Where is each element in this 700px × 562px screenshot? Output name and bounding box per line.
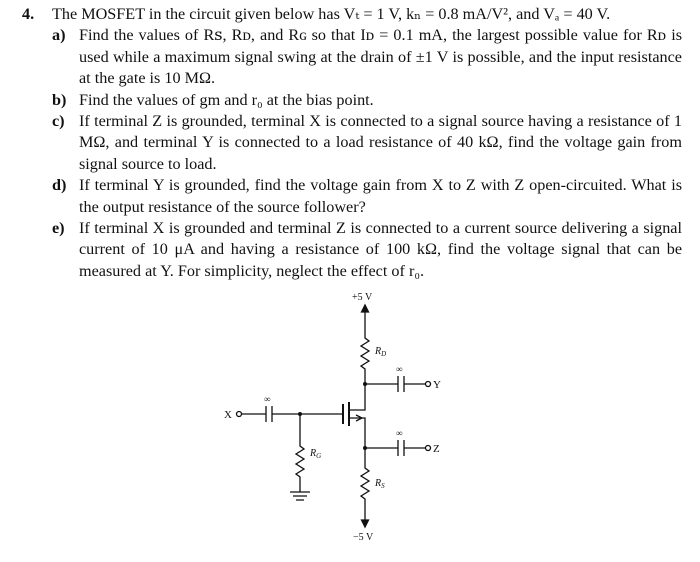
vss-arrow <box>362 520 369 527</box>
rs-label: $R_S$ <box>375 478 385 490</box>
terminal-z-label: Z <box>433 443 440 455</box>
cap-z <box>398 440 404 456</box>
vss-label: −5 V <box>353 532 374 543</box>
rd-resistor <box>361 333 369 384</box>
source-junction <box>363 446 367 450</box>
source-lead <box>349 418 365 448</box>
cap-y-infinity: ∞ <box>396 364 403 374</box>
part-label: e) <box>52 219 65 238</box>
terminal-y-label: Y <box>433 379 441 391</box>
part-label: a) <box>52 26 66 45</box>
part-label: c) <box>52 112 65 131</box>
gate-junction <box>298 412 302 416</box>
vdd-label: +5 V <box>352 292 373 303</box>
rg-label: $R_G$ <box>310 448 322 460</box>
part-label: b) <box>52 90 67 109</box>
part-text: Find the values of Rꜱ, Rᴅ, and Rɢ so that Iᴅ = 0.1 mA, the largest possible value for Rᴅ is used while a maximum signal swing at the drain of ±1 V is possible, and the input resistance at the gate is 10 MΩ. <box>79 26 682 88</box>
terminal-y-node <box>426 382 431 387</box>
rg-resistor <box>296 414 304 492</box>
drain-junction <box>363 382 367 386</box>
drain-lead <box>349 384 365 410</box>
part-label: d) <box>52 176 67 195</box>
rd-label: $R_D$ <box>375 346 387 358</box>
stem-text: The MOSFET in the circuit given below has Vₜ = 1 V, kₙ = 0.8 mA/V², and Vₐ = 40 V. <box>52 5 611 23</box>
ground-symbol <box>290 492 310 500</box>
rs-resistor <box>361 448 369 527</box>
part-text: If terminal Y is grounded, find the voltage gain from X to Z with Z open-circuited. What is the output resistance of the source follower? <box>79 176 682 216</box>
terminal-x-label: X <box>224 409 232 421</box>
terminal-x-node <box>237 412 242 417</box>
cap-z-infinity: ∞ <box>396 428 403 438</box>
part-text: Find the values of gm and r₀ at the bias point. <box>79 90 374 109</box>
cap-x-infinity: ∞ <box>264 394 271 404</box>
question-number: 4. <box>22 5 35 23</box>
cap-y <box>398 376 404 392</box>
part-text: If terminal X is grounded and terminal Z is connected to a current source delivering a signal current of 10 μA and having a resistance of 100 kΩ, find the voltage signal that can be measured at Y. For simplicity, neglect the effect of r₀. <box>79 219 682 280</box>
terminal-z-node <box>426 446 431 451</box>
vdd-arrow <box>362 305 369 312</box>
cap-x <box>266 406 272 422</box>
part-text: If terminal Z is grounded, terminal X is connected to a signal source having a resistance of 1 MΩ, and terminal Y is connected to a load resistance of 40 kΩ, find the voltage gain from signal source to load. <box>79 112 682 173</box>
